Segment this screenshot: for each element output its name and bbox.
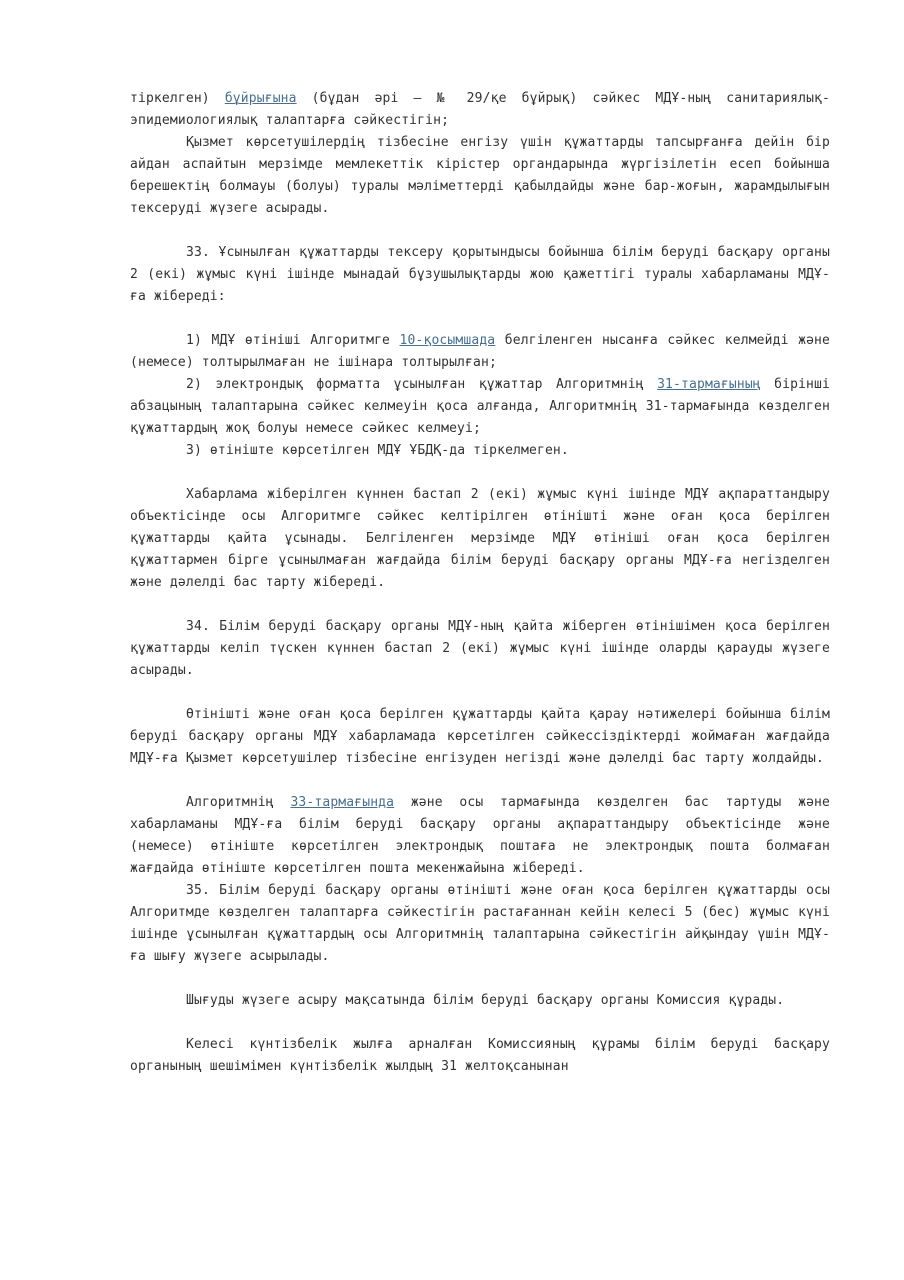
paragraph-order-reference — [130, 88, 830, 132]
paragraph-commission: Шығуды жүзеге асыру мақсатында білім беруді басқару органы Комиссия құрады. — [186, 993, 785, 1008]
clause-33-link[interactable]: 33-тармағында — [290, 795, 395, 810]
order-link[interactable]: бұйрығына — [224, 91, 297, 106]
list-item-1 — [130, 330, 830, 374]
list-item-text: 2) электрондық форматта ұсынылған құжаттар Алгоритмнің — [186, 377, 658, 392]
list-item-text: бірінші абзацының талаптарына сәйкес келмеуін қоса алғанда, Алгоритмнің 31-тармағында көзделген құжаттардың жоқ болуы немесе сәйкес келмеуі; — [130, 377, 830, 436]
paragraph-35: 35. Білім беруді басқару органы өтінішті және оған қоса берілген құжаттарды осы Алгоритмде көзделген талаптарға сәйкестігін растағаннан кейін келесі 5 (бес) жұмыс күні ішінде ұсынылған құжаттардың осы Алгоритмнің талаптарына сәйкестігін айқындау үшін МДҰ-ға шығу жүзеге асырылады. — [130, 883, 830, 964]
paragraph-refusal — [130, 792, 830, 880]
clause-31-link[interactable]: 31-тармағының — [657, 377, 761, 392]
paragraph-commission-composition: Келесі күнтізбелік жылға арналған Комиссияның құрамы білім беруді басқару органының шешімімен күнтізбелік жылдың 31 желтоқсанынан — [130, 1037, 830, 1074]
list-item-3: 3) өтініште көрсетілген МДҰ ҰБДҚ-да тіркелмеген. — [186, 443, 569, 458]
paragraph-notification: Хабарлама жіберілген күннен бастап 2 (екі) жұмыс күні ішінде МДҰ ақпараттандыру объектісінде осы Алгоритмге сәйкес келтірілген өтінішті және оған қоса берілген құжаттарды қайта ұсынады. Белгіленген мерзімде МДҰ өтініші оған қоса берілген құжаттармен бірге ұсынылмаған жағдайда білім беруді басқару органы МДҰ-ға негізделген және дәлелді бас тарту жібереді. — [130, 487, 830, 590]
paragraph-tax-check: Қызмет көрсетушілердің тізбесіне енгізу үшін құжаттарды тапсырғанға дейін бір айдан аспайтын мерзімде мемлекеттік кірістер органдарында жүргізілетін есеп бойынша берешектің болмауы (болуы) туралы мәліметтерді қабылдайды және бар-жоғын, жарамдылығын тексеруді жүзеге асырады. — [130, 135, 830, 216]
list-item-text: 1) МДҰ өтініші Алгоритмге — [186, 333, 400, 348]
appendix-10-link[interactable]: 10-қосымшада — [399, 333, 496, 348]
paragraph-text: және осы тармағында көзделген бас тартуды және хабарламаны МДҰ-ға білім беруді басқару органы ақпараттандыру объектісінде және (немесе) өтініште көрсетілген электрондық поштаға не электрондық пошта болмаған жағдайда өтініште көрсетілген пошта мекенжайына жібереді. — [130, 795, 830, 876]
paragraph-text: тіркелген) — [130, 91, 225, 106]
paragraph-review-results: Өтінішті және оған қоса берілген құжаттарды қайта қарау нәтижелері бойынша білім беруді басқару органы МДҰ хабарламада көрсетілген сәйкессіздіктерді жоймаған жағдайда МДҰ-ға Қызмет көрсетушілер тізбесіне енгізуден негізді және дәлелді бас тарту жолдайды. — [130, 707, 830, 766]
list-item-2 — [130, 374, 830, 440]
paragraph-text: (бұдан әрі – № 29/қе бұйрық) сәйкес МДҰ-ның санитариялық-эпидемиологиялық талаптарға сәйкестігін; — [130, 91, 830, 128]
paragraph-text: Алгоритмнің — [186, 795, 291, 810]
list-item-text: белгіленген нысанға сәйкес келмейді және (немесе) толтырылмаған не ішінара толтырылған; — [130, 333, 830, 370]
paragraph-33: 33. Ұсынылған құжаттарды тексеру қорытындысы бойынша білім беруді басқару органы 2 (екі) жұмыс күні ішінде мынадай бұзушылықтарды жою қажеттігі туралы хабарламаны МДҰ-ға жібереді: — [130, 245, 830, 304]
paragraph-34: 34. Білім беруді басқару органы МДҰ-ның қайта жіберген өтінішімен қоса берілген құжаттарды келіп түскен күннен бастап 2 (екі) жұмыс күні ішінде оларды қарауды жүзеге асырады. — [130, 619, 830, 678]
document-body — [130, 88, 830, 1078]
